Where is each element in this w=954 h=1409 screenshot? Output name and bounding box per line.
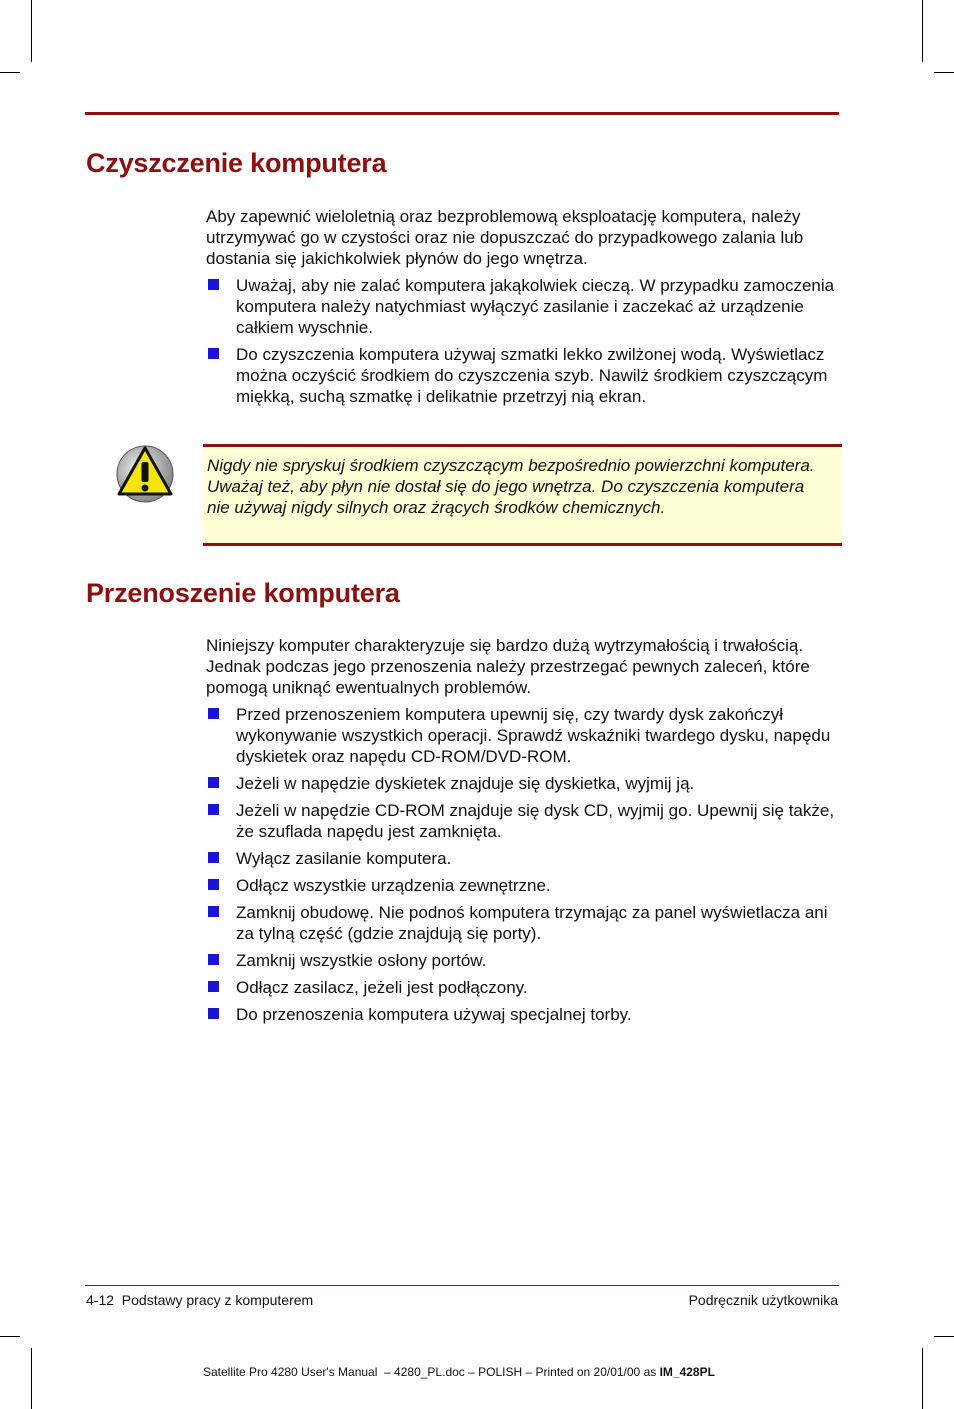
moving-list [206,704,836,1025]
crop-mark [934,1336,954,1337]
cleaning-intro: Aby zapewnić wieloletnią oraz bezproblemową eksploatację komputera, należy utrzymywać go w czystości oraz nie dopuszczać do przypadkowego zalania lub dostania się jakichkolwiek płynów do jego wnętrza. [206,207,804,268]
section-title-moving: Przenoszenie komputera [86,578,400,608]
crop-mark [31,0,32,62]
list-item: Do czyszczenia komputera używaj szmatki lekko zwilżonej wodą. Wyświetlacz można oczyścić środkiem do czyszczenia szyb. Nawilż środkiem czyszczącym miękką, suchą szmatkę i delikatnie przetrzyj nią ekran. [206,344,836,407]
caution-text: Nigdy nie spryskuj środkiem czyszczącym bezpośrednio powierzchni komputera. Uważaj też, aby płyn nie dostał się do jego wnętrza. Do czyszczenia komputera nie używaj nigdy silnych oraz żrących środków chemicznych. [207,456,815,517]
list-item: Przed przenoszeniem komputera upewnij się, czy twardy dysk zakończył wykonywanie wszystkich operacji. Sprawdź wskaźniki twardego dysku, napędu dyskietek oraz napędu CD-ROM/DVD-ROM. [206,704,836,767]
list-item: Odłącz wszystkie urządzenia zewnętrzne. [206,875,836,896]
list-item: Zamknij wszystkie osłony portów. [206,950,836,971]
section-title-cleaning: Czyszczenie komputera [86,148,387,178]
crop-mark [31,1348,32,1409]
list-item: Zamknij obudowę. Nie podnoś komputera trzymając za panel wyświetlacza ani za tylną część (gdzie znajdują się porty). [206,902,836,944]
list-item: Jeżeli w napędzie dyskietek znajduje się dyskietka, wyjmij ją. [206,773,836,794]
list-item: Odłącz zasilacz, jeżeli jest podłączony. [206,977,836,998]
crop-mark [0,72,20,73]
cleaning-body [206,206,836,413]
footer-rule [85,1285,839,1286]
crop-mark [922,0,923,62]
crop-mark [922,1348,923,1409]
moving-intro: Niniejszy komputer charakteryzuje się bardzo dużą wytrzymałością i trwałością. Jednak podczas jego przenoszenia należy przestrzegać pewnych zaleceń, które pomogą uniknąć ewentualnych problemów. [206,636,810,697]
list-item: Wyłącz zasilanie komputera. [206,848,836,869]
list-item: Do przenoszenia komputera używaj specjalnej torby. [206,1004,836,1025]
moving-body [206,635,836,1031]
list-item: Jeżeli w napędzie CD-ROM znajduje się dysk CD, wyjmij go. Upewnij się także, że szuflada napędu jest zamknięta. [206,800,836,842]
footer-page-ref: 4-12 Podstawy pracy z komputerem [86,1292,314,1308]
header-rule [85,112,839,115]
warning-triangle-icon [114,444,176,504]
crop-mark [934,72,954,73]
caution-note [203,444,842,546]
crop-mark [0,1336,20,1337]
print-info [203,1365,715,1379]
list-item: Uważaj, aby nie zalać komputera jakąkolwiek cieczą. W przypadku zamoczenia komputera należy natychmiast wyłączyć zasilanie i zaczekać aż urządzenie całkiem wyschnie. [206,275,836,338]
footer-manual-name: Podręcznik użytkownika [688,1292,838,1308]
print-info-text: Satellite Pro 4280 User's Manual – 4280_PL.doc – POLISH – Printed on 20/01/00 as [203,1365,660,1379]
print-code: IM_428PL [659,1365,715,1379]
cleaning-list [206,275,836,407]
